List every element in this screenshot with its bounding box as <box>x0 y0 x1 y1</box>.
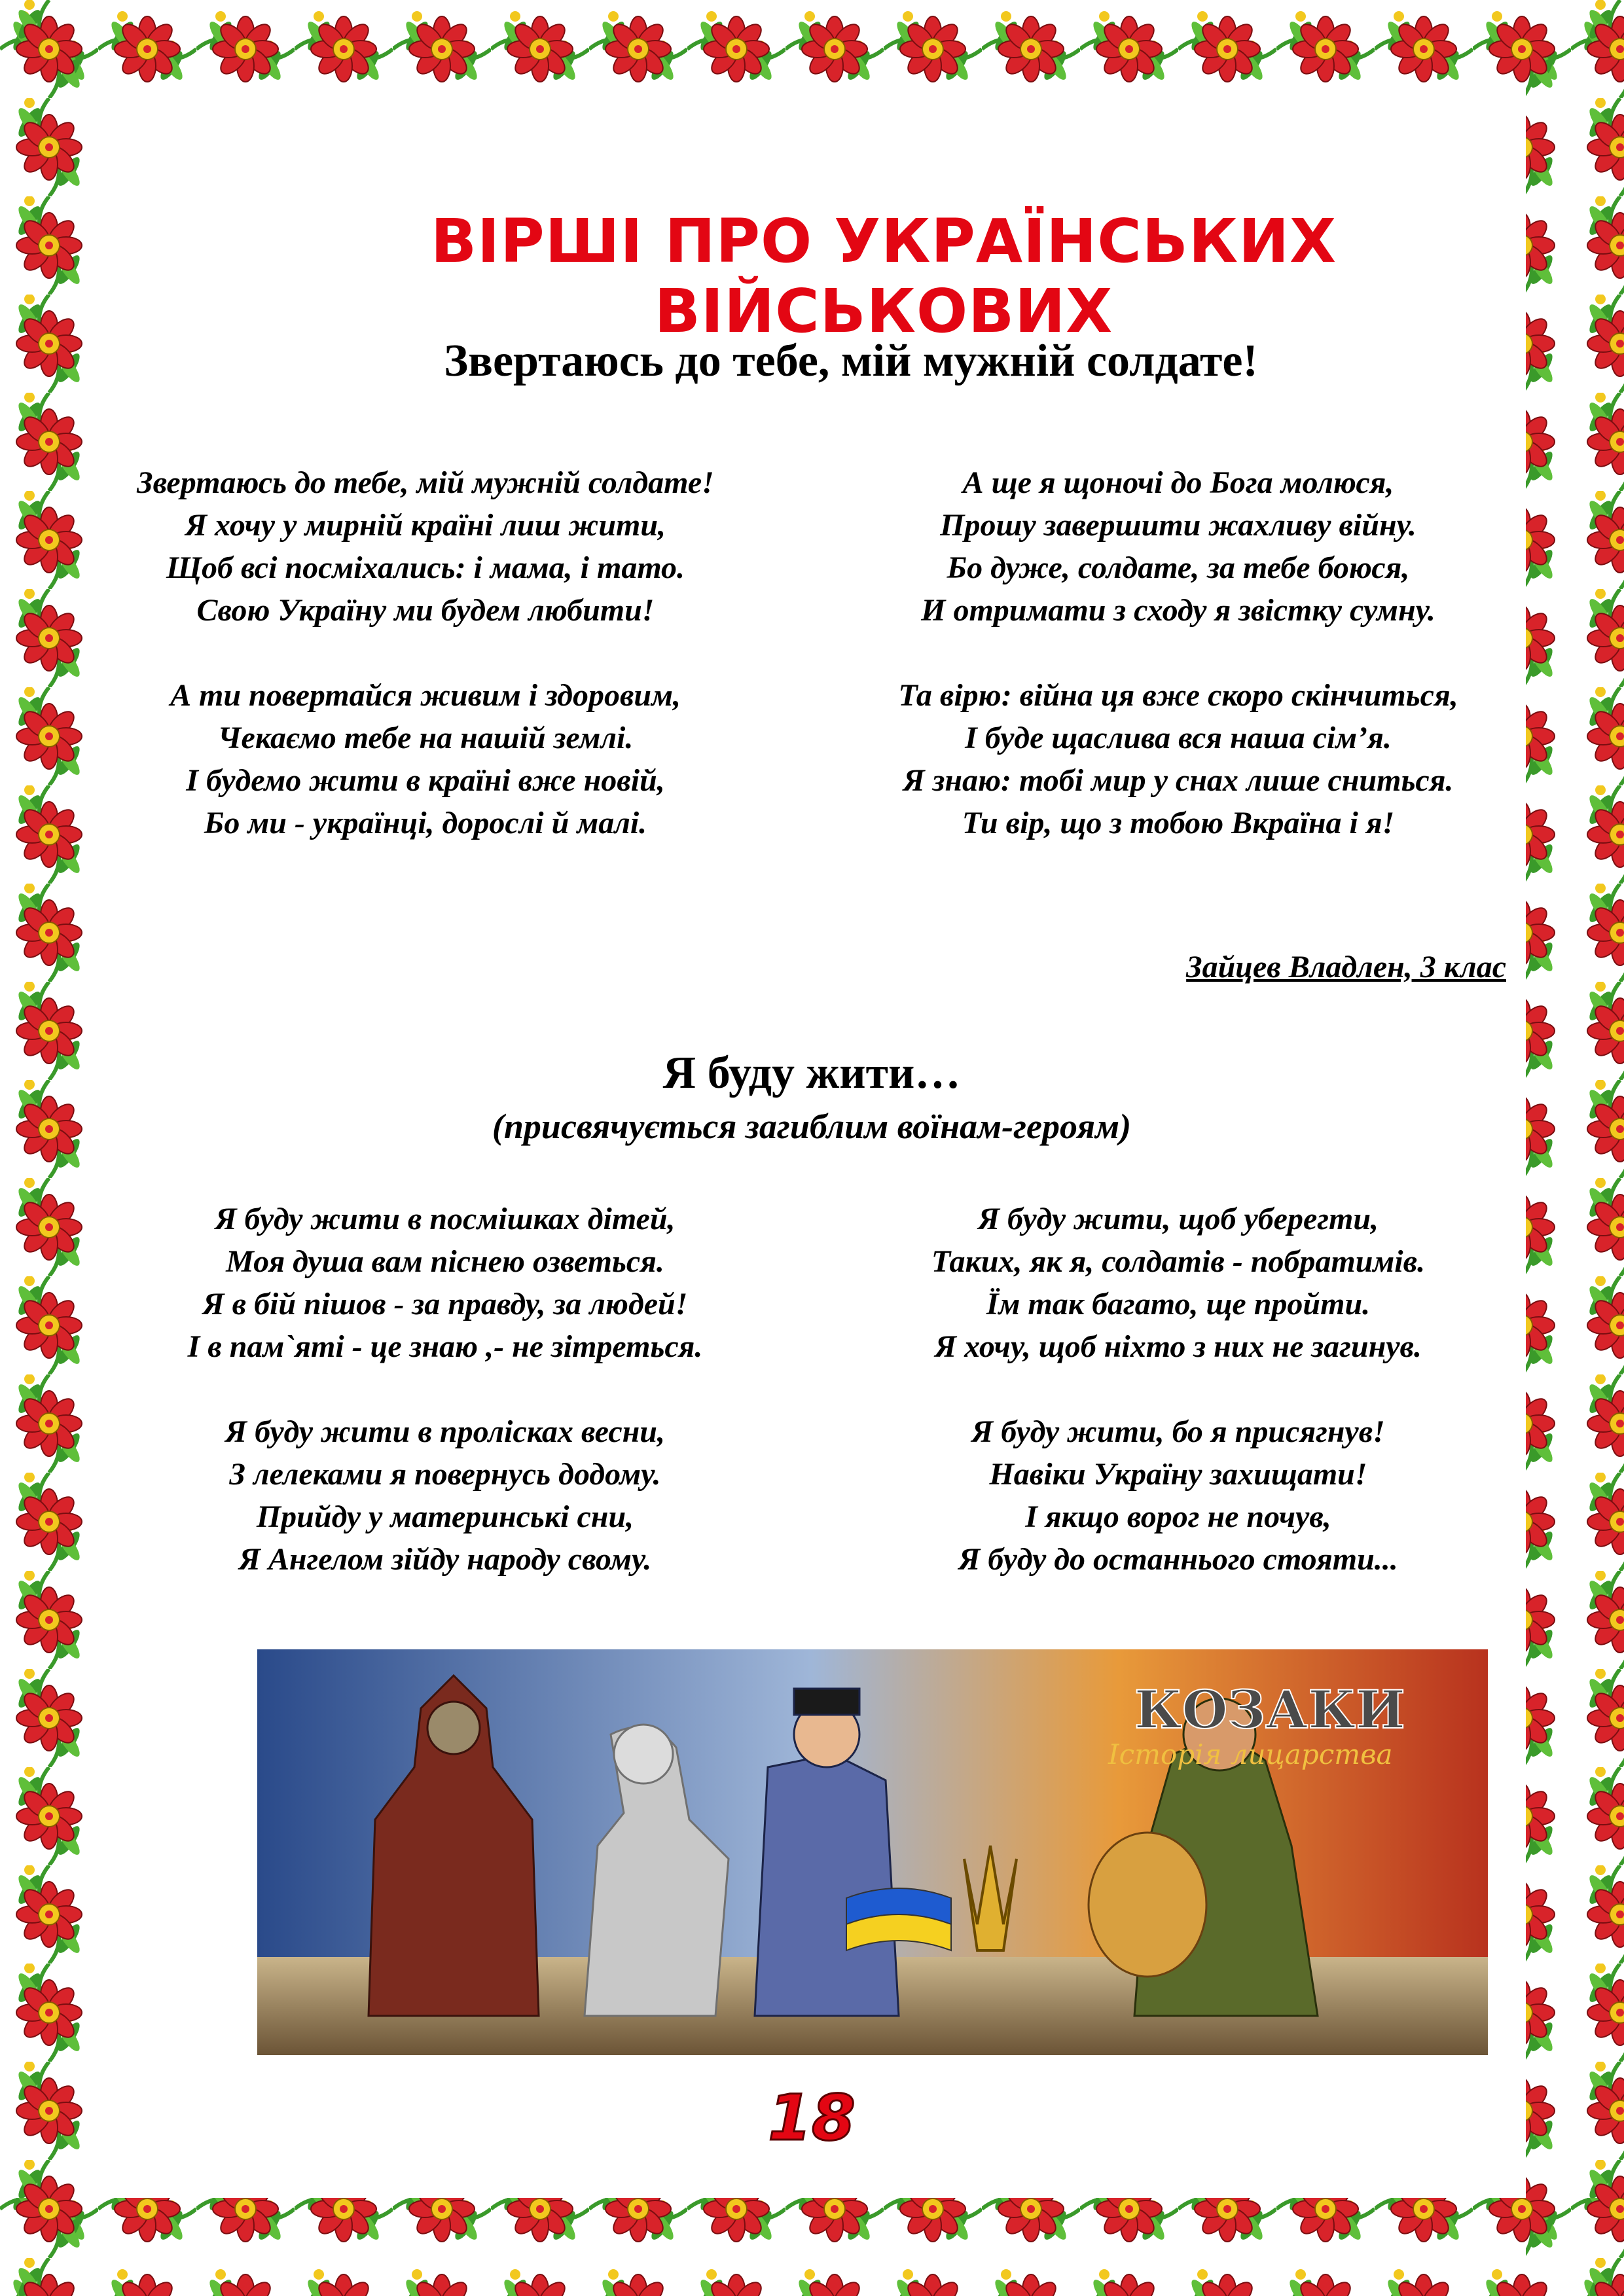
poem-line: И отримати з сходу я звістку сумну. <box>921 593 1435 628</box>
poem-line: Таких, як я, солдатів - побратимів. <box>931 1244 1426 1279</box>
stanza <box>851 461 1506 632</box>
poem-line: Я в бій пішов - за правду, за людей! <box>202 1287 688 1321</box>
poem-line: Бо дуже, солдате, за тебе боюся, <box>947 550 1410 585</box>
poem-line: І будемо жити в країні вже новій, <box>186 763 665 798</box>
page-number: 18 <box>768 2081 856 2155</box>
poem-line: Я хочу, щоб ніхто з них не загинув. <box>935 1329 1422 1364</box>
poem1-left-column <box>98 461 753 887</box>
poem-line: Бо ми - українці, дорослі й малі. <box>204 806 647 840</box>
poem-line: Я буду до останнього стояти... <box>958 1542 1398 1577</box>
banner-title: КОЗАКИ <box>1134 1679 1405 1740</box>
poem-line: Прийду у материнські сни, <box>256 1499 634 1534</box>
stanza <box>118 1198 772 1368</box>
poem-line: Прошу завершити жахливу війну. <box>940 508 1416 543</box>
stanza <box>851 1198 1506 1368</box>
poem-line: Щоб всі посміхались: і мама, і тато. <box>166 550 685 585</box>
poem-line: І буде щаслива вся наша сім’я. <box>965 721 1392 755</box>
banner-subtitle: Історія лицарства <box>1108 1738 1393 1770</box>
poem-line: І якщо ворог не почув, <box>1025 1499 1331 1534</box>
poem2-title: Я буду жити… <box>662 1048 961 1098</box>
poem-line: Навіки Україну захищати! <box>989 1457 1367 1492</box>
poem-line: Я буду жити в пролісках весни, <box>225 1414 665 1449</box>
poem1-author: Зайцев Владлен, 3 клас <box>1186 950 1506 984</box>
poem-line: Та вірю: війна ця вже скоро скінчиться, <box>898 678 1458 713</box>
stanza <box>118 1410 772 1581</box>
poem-line: Моя душа вам піснею озветься. <box>226 1244 664 1279</box>
stanza <box>98 461 753 632</box>
poem-line: А ще я щоночі до Бога молюся, <box>962 465 1394 500</box>
poem-line: Їм так багато, ще пройти. <box>986 1287 1371 1321</box>
poem-line: Я буду жити, щоб уберегти, <box>977 1202 1379 1236</box>
cossacks-banner <box>257 1649 1488 2055</box>
poem-line: Звертаюсь до тебе, мій мужній солдате! <box>137 465 714 500</box>
poem-line: А ти повертайся живим і здоровим, <box>170 678 681 713</box>
poem2-left-column <box>118 1198 772 1623</box>
poem2-right-column <box>851 1198 1506 1623</box>
poem1-right-column <box>851 461 1506 887</box>
poem-line: Я буду жити в посмішках дітей, <box>215 1202 676 1236</box>
poem1-title: Звертаюсь до тебе, мій мужній солдате! <box>444 336 1258 386</box>
poem-line: Я хочу у мирній країні лиш жити, <box>185 508 666 543</box>
poem2-dedication: (присвячується загиблим воїнам-героям) <box>492 1107 1132 1146</box>
poem-line: Я Ангелом зійду народу свому. <box>238 1542 652 1577</box>
poem-line: І в пам`яті - це знаю ,- не зітреться. <box>187 1329 703 1364</box>
poem-line: Я знаю: тобі мир у снах лише сниться. <box>903 763 1454 798</box>
poem-line: Свою Україну ми будем любити! <box>196 593 655 628</box>
stanza <box>851 1410 1506 1581</box>
poem-line: З лелеками я повернусь додому. <box>229 1457 661 1492</box>
ukrainian-flag <box>846 1888 951 1950</box>
stanza <box>851 674 1506 844</box>
poem-line: Ти вір, що з тобою Вкраїна і я! <box>962 806 1395 840</box>
page-title: ВІРШІ ПРО УКРАЇНСЬКИХ ВІЙСЬКОВИХ <box>430 206 1337 346</box>
poem-line: Чекаємо тебе на нашій землі. <box>217 721 634 755</box>
poem-line: Я буду жити, бо я присягнув! <box>971 1414 1385 1449</box>
banner-illustration <box>257 1649 1488 2055</box>
stanza <box>98 674 753 844</box>
